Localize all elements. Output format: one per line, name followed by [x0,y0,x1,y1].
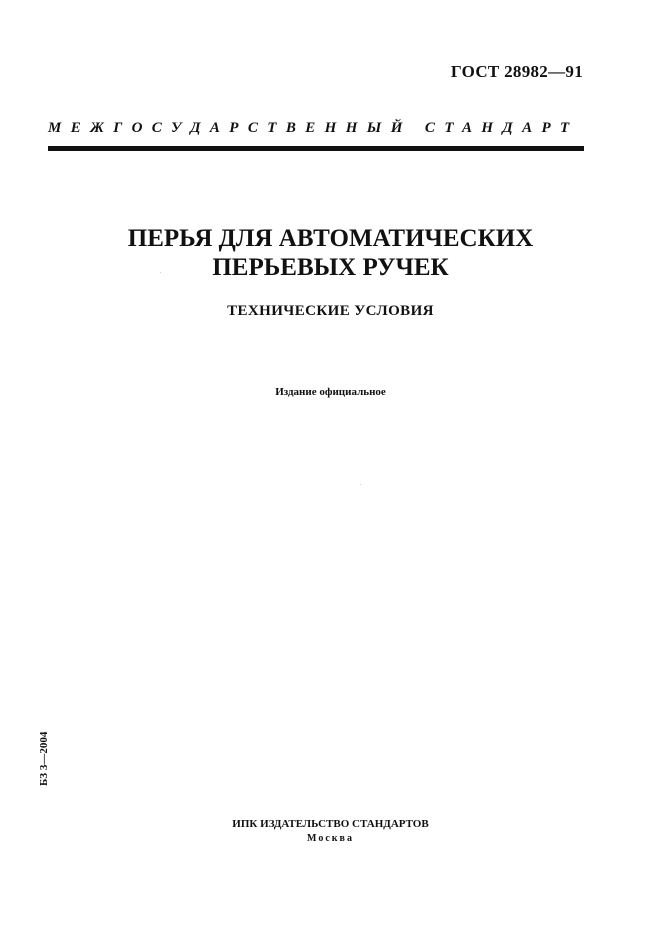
paper-speck [360,484,361,485]
document-subtitle: ТЕХНИЧЕСКИЕ УСЛОВИЯ [227,303,434,319]
side-catalog-mark: БЗ 3—2004 [38,731,50,786]
gost-number: ГОСТ 28982—91 [450,62,583,81]
publisher-name: ИПК ИЗДАТЕЛЬСТВО СТАНДАРТОВ [232,818,429,830]
document-title-line-2: ПЕРЬЕВЫХ РУЧЕК [212,254,449,281]
document-title-line-1: ПЕРЬЯ ДЛЯ АВТОМАТИЧЕСКИХ [127,225,534,252]
standard-type-heading: МЕЖГОСУДАРСТВЕННЫЙ СТАНДАРТ [48,120,579,136]
publisher-city: Москва [307,833,354,844]
edition-note: Издание официальное [275,386,386,398]
header-divider [48,146,584,151]
document-title [0,224,661,282]
paper-speck [160,272,161,273]
